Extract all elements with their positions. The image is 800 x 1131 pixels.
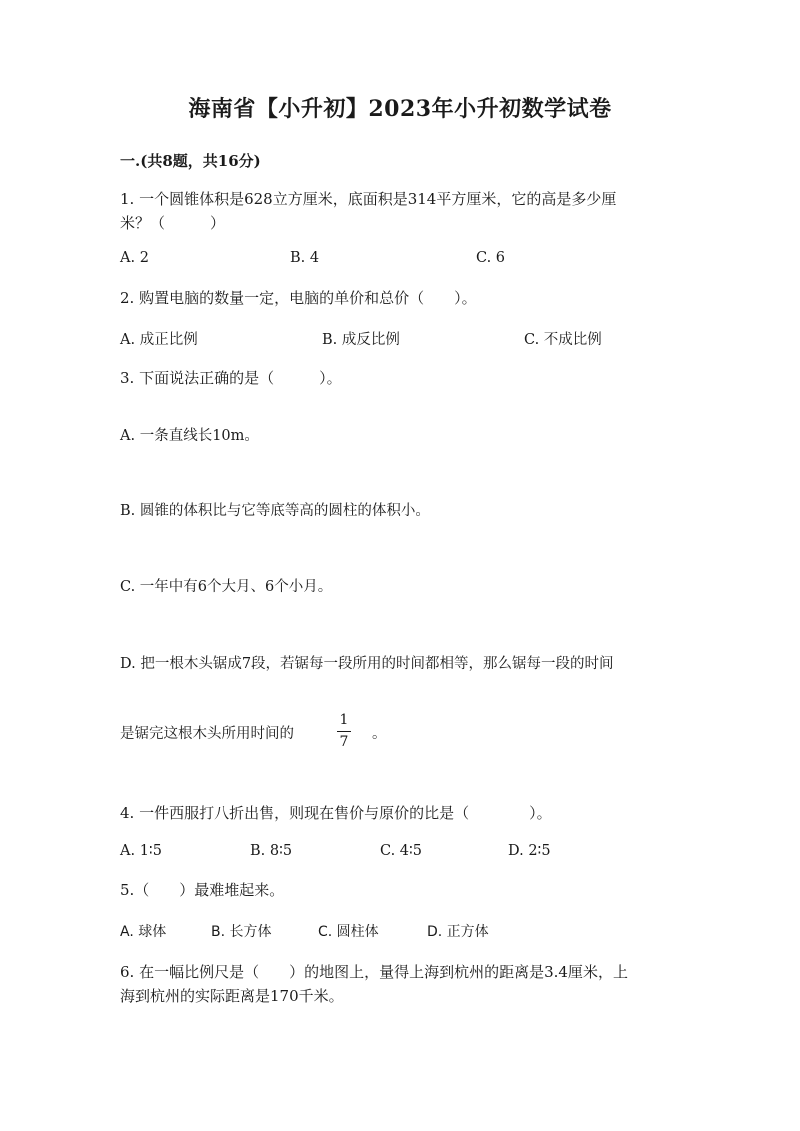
section-heading: 一.(共8题，共16分): [120, 152, 261, 170]
fraction-numerator: 1: [339, 712, 349, 728]
fraction-bar: [337, 731, 351, 732]
question-4-text: 4. 一件西服打八折出售，则现在售价与原价的比是（ ）。: [120, 804, 552, 822]
question-3-option-a: A. 一条直线长10m。: [120, 428, 259, 444]
question-5-option-c: C. 圆柱体: [318, 924, 379, 940]
question-5-option-d: D. 正方体: [427, 924, 489, 940]
question-1-option-c: C. 6: [476, 250, 506, 266]
question-4-option-a: A. 1∶5: [120, 843, 162, 859]
question-3-option-d-line-1: D. 把一根木头锯成7段，若锯每一段所用的时间都相等，那么锯每一段的时间: [120, 656, 614, 672]
question-4-option-d: D. 2∶5: [508, 843, 551, 859]
question-3-option-c: C. 一年中有6个大月、6个小月。: [120, 579, 333, 595]
fraction-one-seventh: [334, 713, 354, 750]
question-3-option-b: B. 圆锥的体积比与它等底等高的圆柱的体积小。: [120, 503, 430, 519]
question-2-option-b: B. 成反比例: [322, 332, 400, 348]
question-6-line-1: 6. 在一幅比例尺是（ ）的地图上，量得上海到杭州的距离是3.4厘米，上: [120, 963, 628, 981]
question-1-option-b: B. 4: [290, 250, 320, 266]
question-3-text: 3. 下面说法正确的是（ ）。: [120, 369, 342, 387]
question-2-option-c: C. 不成比例: [524, 332, 602, 348]
question-5-option-a: A. 球体: [120, 924, 167, 940]
question-6-line-2: 海到杭州的实际距离是170千米。: [120, 987, 344, 1005]
question-4-option-b: B. 8∶5: [250, 843, 293, 859]
question-2-option-a: A. 成正比例: [120, 332, 198, 348]
question-1-option-a: A. 2: [120, 250, 149, 266]
question-3-option-d-line-2: 是锯完这根木头所用时间的: [120, 726, 294, 742]
question-5-text: 5.（ ）最难堆起来。: [120, 881, 285, 899]
fraction-denominator: 7: [339, 734, 349, 750]
question-1-line-1: 1. 一个圆锥体积是628立方厘米，底面积是314平方厘米，它的高是多少厘: [120, 190, 617, 208]
question-5-option-b: B. 长方体: [211, 924, 272, 940]
question-2-text: 2. 购置电脑的数量一定，电脑的单价和总价（ ）。: [120, 289, 477, 307]
question-4-option-c: C. 4∶5: [380, 843, 423, 859]
question-3-option-d-end: 。: [372, 726, 387, 742]
question-1-line-2: 米？（ ）: [120, 214, 226, 232]
page-title: 海南省【小升初】2023年小升初数学试卷: [188, 96, 612, 122]
